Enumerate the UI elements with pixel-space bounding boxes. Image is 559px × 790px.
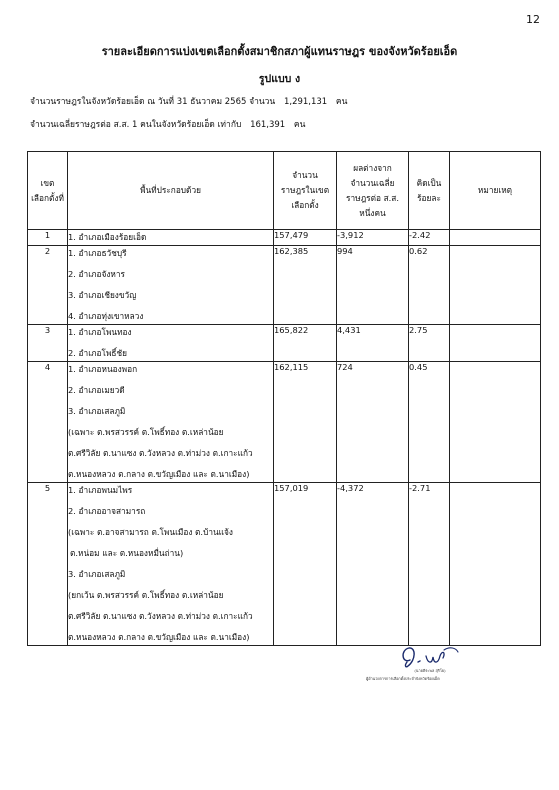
district-number: 2 xyxy=(28,246,68,325)
area-line: (เฉพาะ ต.พรสวรรค์ ต.โพธิ์ทอง ต.เหล่าน้อย xyxy=(68,427,224,437)
table-row xyxy=(28,362,541,483)
district-difference: 4,431 xyxy=(337,325,409,362)
table-row xyxy=(28,246,541,325)
area-line: ต.ศรีวิลัย ต.นาแซง ต.วังหลวง ต.ท่าม่วง ต.เกาะแก้ว xyxy=(68,611,253,621)
header-percent-line: คิดเป็น xyxy=(416,177,442,188)
population-unit: คน xyxy=(335,97,348,107)
area-line: 3. อำเภอเสลภูมิ xyxy=(68,569,126,579)
district-population: 162,115 xyxy=(274,362,337,483)
district-difference: -4,372 xyxy=(337,483,409,646)
header-difference-line: ราษฎรต่อ ส.ส. xyxy=(345,192,400,203)
district-percent: 0.45 xyxy=(409,362,450,483)
table-row xyxy=(28,483,541,646)
area-line: 1. อำเภอหนองพอก xyxy=(68,364,138,374)
population-label: จำนวนราษฎรในจังหวัดร้อยเอ็ด ณ วันที่ 31 ธันวาคม 2565 จำนวน xyxy=(30,97,276,107)
district-number: 3 xyxy=(28,325,68,362)
area-line: 1. อำเภอธวัชบุรี xyxy=(68,248,127,258)
area-line: 4. อำเภอทุ่งเขาหลวง xyxy=(68,311,144,321)
table-row xyxy=(28,325,541,362)
header-population xyxy=(274,152,337,230)
table-header-row xyxy=(28,152,541,230)
document-subtitle: รูปแบบ ง xyxy=(258,73,301,85)
header-population-line: ราษฎรในเขต xyxy=(280,185,330,195)
area-line: 1. อำเภอโพนทอง xyxy=(68,327,132,337)
header-district-no-line: เขต xyxy=(40,177,55,188)
district-percent: 2.75 xyxy=(409,325,450,362)
district-difference: 994 xyxy=(337,246,409,325)
header-difference-line: จำนวนเฉลี่ย xyxy=(350,177,395,188)
area-line: 2. อำเภออาจสามารถ xyxy=(68,506,146,516)
header-population-line: จำนวน xyxy=(292,170,318,180)
header-area: พื้นที่ประกอบด้วย xyxy=(68,152,274,230)
header-percent xyxy=(409,152,450,230)
area-line: (ยกเว้น ต.พรสวรรค์ ต.โพธิ์ทอง ต.เหล่าน้อย xyxy=(68,590,224,600)
population-info xyxy=(30,94,347,108)
header-difference xyxy=(337,152,409,230)
average-label: จำนวนเฉลี่ยราษฎรต่อ ส.ส. 1 คนในจังหวัดร้อยเอ็ด เท่ากับ xyxy=(30,120,242,130)
district-number: 1 xyxy=(28,230,68,246)
area-line: (เฉพาะ ต.อาจสามารถ ต.โพนเมือง ต.บ้านแจ้ง xyxy=(68,527,233,537)
district-remark xyxy=(450,230,541,246)
average-value: 161,391 xyxy=(250,120,286,130)
district-population: 165,822 xyxy=(274,325,337,362)
district-difference: 724 xyxy=(337,362,409,483)
district-number: 4 xyxy=(28,362,68,483)
district-percent: -2.42 xyxy=(409,230,450,246)
area-line: 3. อำเภอเชียงขวัญ xyxy=(68,290,137,300)
average-info xyxy=(30,117,305,131)
district-percent: 0.62 xyxy=(409,246,450,325)
area-line: 2. อำเภอโพธิ์ชัย xyxy=(68,348,127,358)
area-line: 2. อำเภอจังหาร xyxy=(68,269,125,279)
area-line: ต.ศรีวิลัย ต.นาแซง ต.วังหลวง ต.ท่าม่วง ต.เกาะแก้ว xyxy=(68,448,253,458)
header-difference-line: ผลต่างจาก xyxy=(353,162,392,173)
signature-name: (นายพีระพล สุริโย) xyxy=(414,668,446,673)
district-area xyxy=(68,246,274,325)
district-remark xyxy=(450,483,541,646)
area-line: 2. อำเภอเมยวดี xyxy=(68,385,125,395)
district-remark xyxy=(450,325,541,362)
district-population: 162,385 xyxy=(274,246,337,325)
district-remark xyxy=(450,246,541,325)
document-title: รายละเอียดการแบ่งเขตเลือกตั้งสมาชิกสภาผู้แทนราษฎร ของจังหวัดร้อยเอ็ด xyxy=(101,45,458,58)
header-percent-line: ร้อยละ xyxy=(417,192,441,203)
district-population: 157,019 xyxy=(274,483,337,646)
header-district-no-line: เลือกตั้งที่ xyxy=(31,192,64,203)
header-difference-line: หนึ่งคน xyxy=(359,207,386,218)
header-population-line: เลือกตั้ง xyxy=(291,200,319,210)
table-row xyxy=(28,230,541,246)
header-remark: หมายเหตุ xyxy=(450,152,541,230)
area-line: ต.หนองหลวง ต.กลาง ต.ขวัญเมือง และ ต.นาเมือง) xyxy=(68,632,250,642)
area-line: 3. อำเภอเสลภูมิ xyxy=(68,406,126,416)
district-area xyxy=(68,362,274,483)
page-number: 12 xyxy=(526,13,540,26)
district-area xyxy=(68,230,274,246)
district-area xyxy=(68,483,274,646)
district-percent: -2.71 xyxy=(409,483,450,646)
district-area xyxy=(68,325,274,362)
area-line: 1. อำเภอเมืองร้อยเอ็ด xyxy=(68,232,147,242)
area-line: 1. อำเภอพนมไพร xyxy=(68,485,133,495)
district-number: 5 xyxy=(28,483,68,646)
population-value: 1,291,131 xyxy=(283,97,328,107)
area-line: ต.หนองหลวง ต.กลาง ต.ขวัญเมือง และ ต.นาเมือง) xyxy=(68,469,250,479)
header-district-no xyxy=(28,152,68,230)
district-population: 157,479 xyxy=(274,230,337,246)
signature-position: ผู้อำนวยการการเลือกตั้งประจำจังหวัดร้อยเอ็ด xyxy=(366,676,440,681)
area-line: ต.หน่อม และ ต.หนองหมื่นถ่าน) xyxy=(70,548,184,558)
district-table xyxy=(27,151,541,646)
average-unit: คน xyxy=(293,120,306,130)
district-difference: -3,912 xyxy=(337,230,409,246)
district-remark xyxy=(450,362,541,483)
